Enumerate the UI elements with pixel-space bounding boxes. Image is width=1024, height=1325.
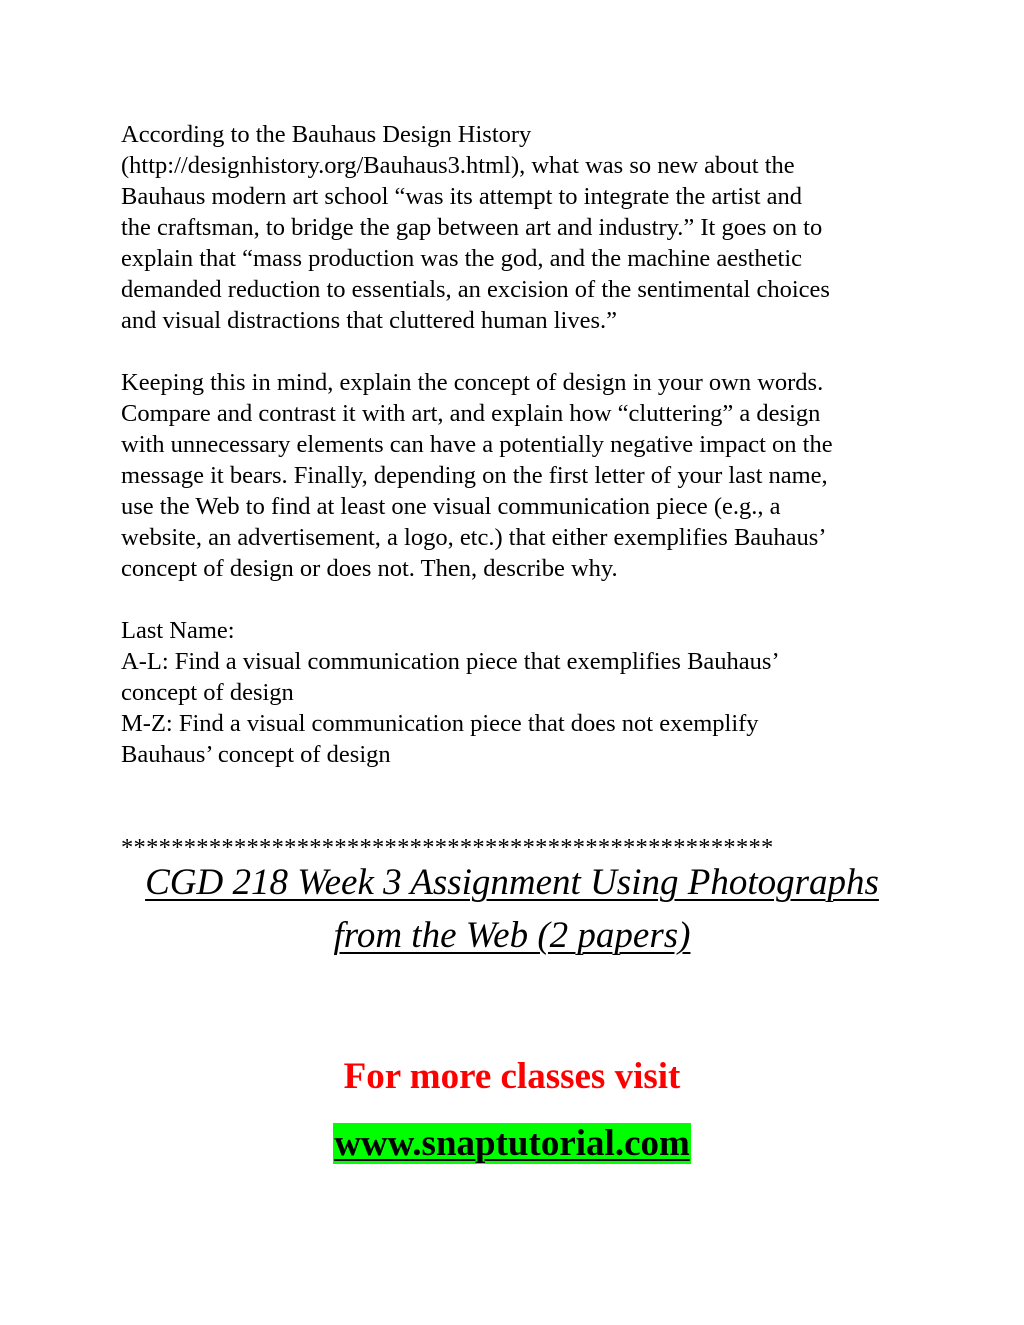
paragraph-spacer <box>121 336 911 367</box>
assignment-title-line-2[interactable]: from the Web (2 papers) <box>333 915 691 956</box>
promo-text: For more classes visit <box>343 1056 681 1097</box>
last-name-line: Bauhaus’ concept of design <box>121 741 391 768</box>
promo-link-container <box>0 1120 1024 1168</box>
last-name-line: A-L: Find a visual communication piece that exemplifies Bauhaus’ <box>121 648 780 675</box>
paragraph-spacer <box>121 584 911 615</box>
last-name-paragraph <box>121 615 911 770</box>
last-name-line: Last Name: <box>121 617 235 644</box>
intro-line: (http://designhistory.org/Bauhaus3.html), what was so new about the <box>121 152 795 179</box>
instructions-line: with unnecessary elements can have a potentially negative impact on the <box>121 431 833 458</box>
document-body <box>121 119 911 863</box>
intro-line: Bauhaus modern art school “was its attempt to integrate the artist and <box>121 183 803 210</box>
snaptutorial-link[interactable]: www.snaptutorial.com <box>334 1123 690 1164</box>
instructions-line: message it bears. Finally, depending on the first letter of your last name, <box>121 462 828 489</box>
instructions-line: Keeping this in mind, explain the concept of design in your own words. <box>121 369 824 396</box>
intro-paragraph <box>121 119 911 336</box>
paragraph-spacer <box>121 770 911 832</box>
separator-stars: **************************************************** <box>121 834 774 861</box>
instructions-line: concept of design or does not. Then, describe why. <box>121 555 618 582</box>
instructions-line: use the Web to find at least one visual communication piece (e.g., a <box>121 493 781 520</box>
instructions-line: website, an advertisement, a logo, etc.) that either exemplifies Bauhaus’ <box>121 524 827 551</box>
last-name-line: concept of design <box>121 679 294 706</box>
intro-line: and visual distractions that cluttered human lives.” <box>121 307 617 334</box>
intro-line: the craftsman, to bridge the gap between art and industry.” It goes on to <box>121 214 823 241</box>
instructions-paragraph <box>121 367 911 584</box>
intro-line: According to the Bauhaus Design History <box>121 121 532 148</box>
assignment-title-line-1[interactable]: CGD 218 Week 3 Assignment Using Photographs <box>145 862 879 903</box>
instructions-line: Compare and contrast it with art, and explain how “cluttering” a design <box>121 400 821 427</box>
last-name-line: M-Z: Find a visual communication piece that does not exemplify <box>121 710 759 737</box>
intro-line: explain that “mass production was the god, and the machine aesthetic <box>121 245 803 272</box>
intro-line: demanded reduction to essentials, an excision of the sentimental choices <box>121 276 830 303</box>
